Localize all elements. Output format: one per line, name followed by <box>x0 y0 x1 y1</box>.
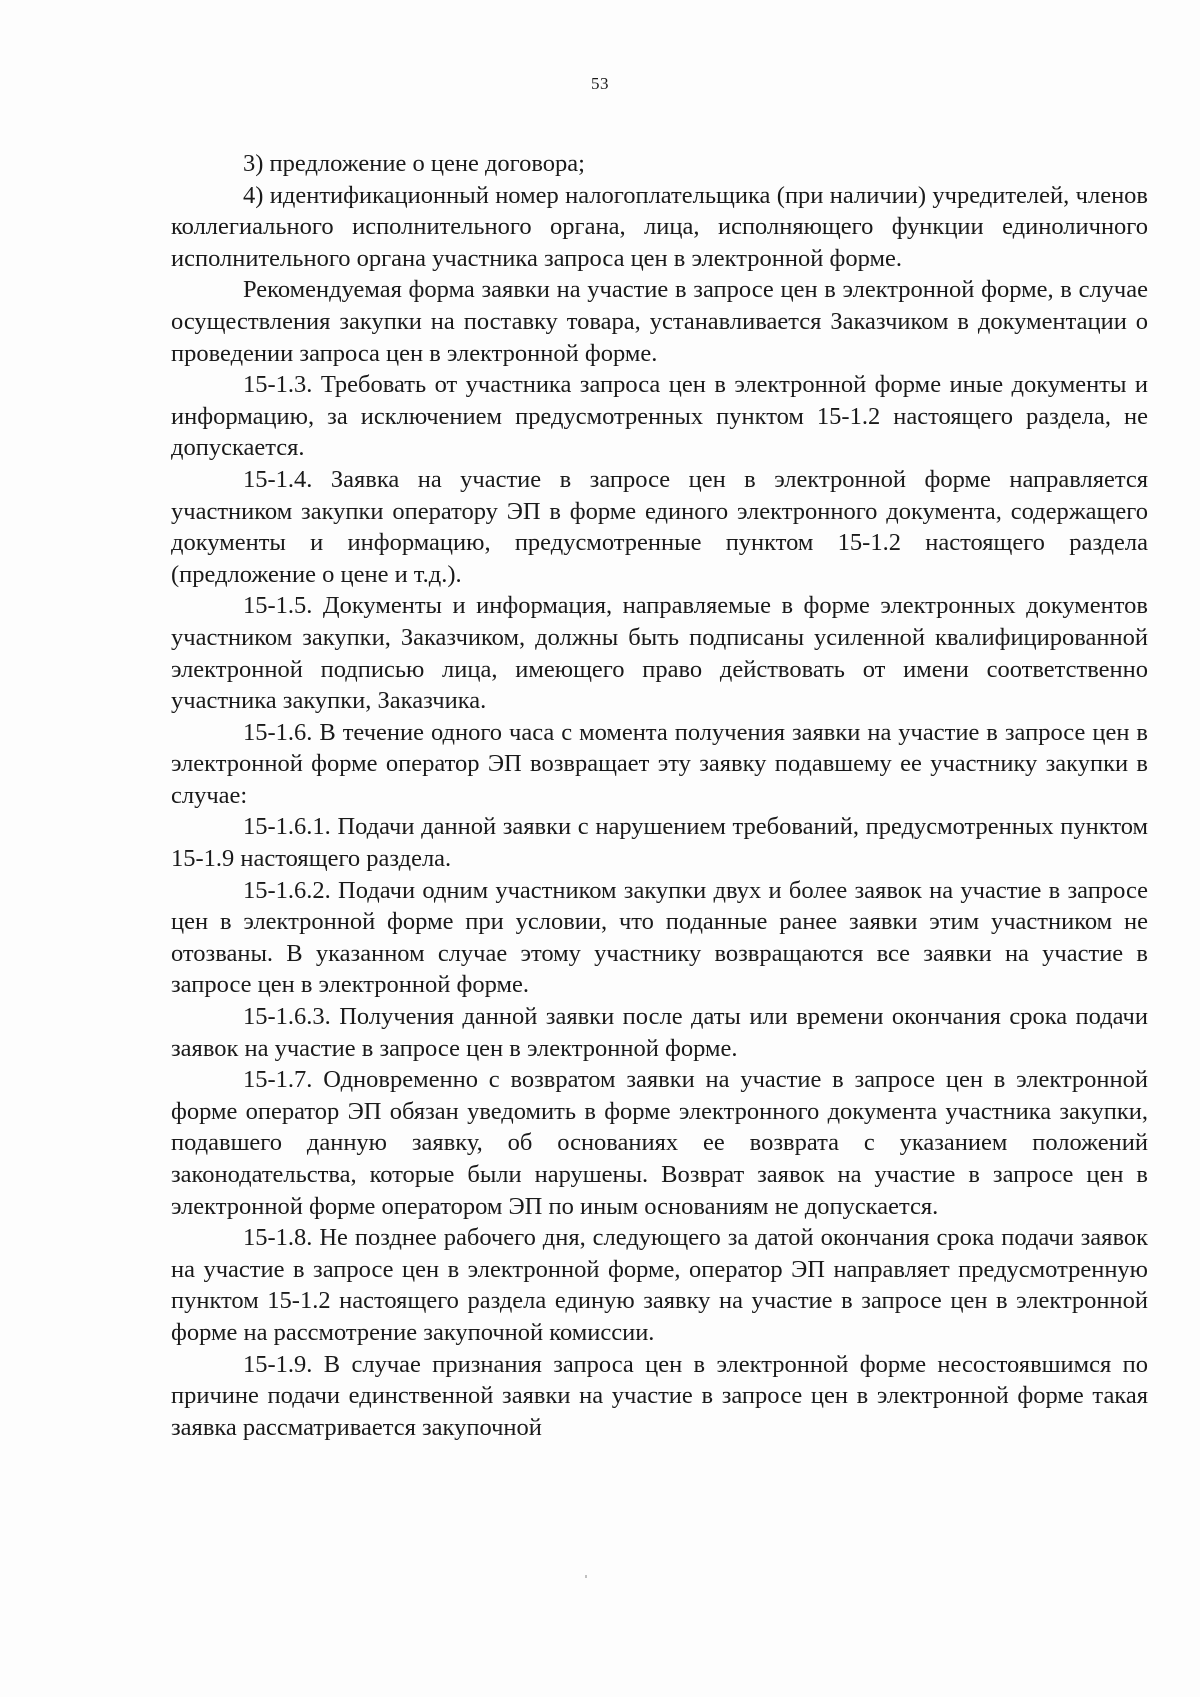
paragraph-15-1-4: 15-1.4. Заявка на участие в запросе цен в электронной форме направляется участником закупки оператору ЭП в форме единого электронного документа, содержащего документы и информацию, предусмотренные пунктом 15-1.2 настоящего раздела (предложение о цене и т.д.). <box>171 465 1148 588</box>
paragraph-15-1-6-1: 15-1.6.1. Подачи данной заявки с нарушением требований, предусмотренных пунктом 15-1.9 настоящего раздела. <box>171 813 1148 873</box>
paragraph-15-1-9: 15-1.9. В случае признания запроса цен в электронной форме несостоявшимся по причине подачи единственной заявки на участие в запросе цен в электронной форме такая заявка рассматривается закупочной <box>171 1350 1148 1441</box>
paragraph-15-1-7: 15-1.7. Одновременно с возвратом заявки на участие в запросе цен в электронной форме оператор ЭП обязан уведомить в форме электронного документа участника закупки, подавшего данную заявку, об основаниях ее возврата с указанием положений законодательства, которые были нарушены. Возврат заявок на участие в запросе цен в электронной форме оператором ЭП по иным основаниям не допускается. <box>171 1066 1148 1220</box>
paragraph-15-1-6-3: 15-1.6.3. Получения данной заявки после даты или времени окончания срока подачи заявок на участие в запросе цен в электронной форме. <box>171 1003 1148 1062</box>
paragraph-15-1-6: 15-1.6. В течение одного часа с момента получения заявки на участие в запросе цен в электронной форме оператор ЭП возвращает эту заявку подавшему ее участнику закупки в случае: <box>171 718 1148 809</box>
paragraph-item-3: 3) предложение о цене договора; <box>243 150 585 177</box>
page-number: 53 <box>591 74 609 93</box>
paragraph-15-1-8: 15-1.8. Не позднее рабочего дня, следующего за датой окончания срока подачи заявок на участие в запросе цен в электронной форме, оператор ЭП направляет предусмотренную пунктом 15-1.2 настоящего раздела единую заявку на участие в запросе цен в электронной форме на рассмотрение закупочной комиссии. <box>171 1224 1148 1346</box>
paragraph-item-4: 4) идентификационный номер налогоплательщика (при наличии) учредителей, членов коллегиального исполнительного органа, лица, исполняющего функции единоличного исполнительного органа участника запроса цен в электронной форме. <box>171 181 1148 272</box>
scan-artifact <box>585 1575 587 1578</box>
paragraph-15-1-5: 15-1.5. Документы и информация, направляемые в форме электронных документов участником закупки, Заказчиком, должны быть подписаны усиленной квалифицированной электронной подписью лица, имеющего право действовать от имени соответственно участника закупки, Заказчика. <box>171 592 1148 715</box>
document-body <box>171 148 1148 1443</box>
paragraph-15-1-6-2: 15-1.6.2. Подачи одним участником закупки двух и более заявок на участие в запросе цен в электронной форме при условии, что поданные ранее заявки этим участником не отозваны. В указанном случае этому участнику возвращаются все заявки на участие в запросе цен в электронной форме. <box>171 876 1148 999</box>
paragraph-recommended-form: Рекомендуемая форма заявки на участие в запросе цен в электронной форме, в случае осуществления закупки на поставку товара, устанавливается Заказчиком в документации о проведении запроса цен в электронной форме. <box>171 276 1148 367</box>
paragraph-15-1-3: 15-1.3. Требовать от участника запроса цен в электронной форме иные документы и информацию, за исключением предусмотренных пунктом 15-1.2 настоящего раздела, не допускается. <box>171 371 1148 462</box>
